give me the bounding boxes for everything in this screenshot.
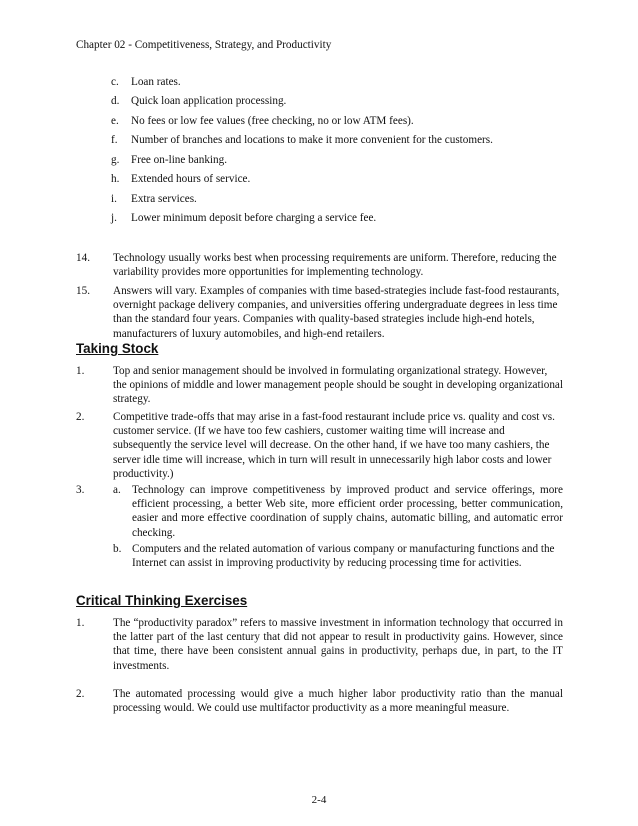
item-number: 3. — [76, 484, 85, 496]
list-text: Number of branches and locations to make it more convenient for the customers. — [131, 134, 493, 146]
list-text: Loan rates. — [131, 76, 181, 88]
item-text: Competitive trade-offs that may arise in a fast-food restaurant include price vs. quality and cost vs. customer service. (If we have too few cashiers, customer waiting time will increase and subsequently the service level will decrease. On the other hand, if we have too many cashiers, the server idle time will increase, which in turn will result in unnecessarily high labor costs and lower productivity.) — [113, 411, 555, 480]
item-number: 1. — [76, 617, 85, 629]
item-number: 2. — [76, 688, 85, 700]
list-text: Extra services. — [131, 193, 197, 205]
list-item — [111, 114, 571, 128]
page-number: 2-4 — [311, 794, 327, 806]
list-marker: e. — [111, 115, 119, 127]
item-text: Top and senior management should be involved in formulating organizational strategy. However, the opinions of middle and lower management people should be sought in developing organizational strategy. — [113, 365, 563, 406]
list-text: No fees or low fee values (free checking, no or low ATM fees). — [131, 115, 414, 127]
answer-text: Answers will vary. Examples of companies with time based-strategies include fast-food restaurants, overnight package delivery companies, and universities offering undergraduate degrees in less time than the standard four years. Companies with quality-based strategies include high-end hotels, manufacturers of luxury automobiles, and high-end retailers. — [113, 285, 560, 340]
taking-stock-item — [76, 364, 563, 407]
item-number: 1. — [76, 365, 85, 377]
critical-thinking-item — [76, 616, 563, 673]
list-marker: d. — [111, 95, 120, 107]
answer-item — [76, 284, 563, 341]
answer-text: Technology usually works best when processing requirements are uniform. Therefore, reducing the variability provides more opportunities for implementing technology. — [113, 252, 557, 279]
list-marker: c. — [111, 76, 119, 88]
list-item — [111, 75, 571, 89]
list-text: Free on-line banking. — [131, 154, 228, 166]
taking-stock-item — [76, 410, 563, 481]
sub-marker: b. — [113, 543, 122, 555]
taking-stock-heading: Taking Stock — [76, 341, 159, 356]
list-marker: j. — [111, 212, 117, 224]
answer-item — [76, 251, 563, 279]
list-item — [111, 192, 571, 206]
item-number: 2. — [76, 411, 85, 423]
list-marker: g. — [111, 154, 120, 166]
page-header: Chapter 02 - Competitiveness, Strategy, and Productivity — [76, 39, 332, 51]
sub-item — [113, 542, 563, 570]
item-text: The automated processing would give a much higher labor productivity ratio than the manual processing would. We could use multifactor productivity as a more meaningful measure. — [113, 688, 563, 715]
list-item — [111, 172, 571, 186]
list-marker: i. — [111, 193, 117, 205]
sub-text: Computers and the related automation of various company or manufacturing functions and the Internet can assist in improving productivity by reducing processing time for activities. — [132, 543, 555, 570]
critical-thinking-item — [76, 687, 563, 715]
list-item — [111, 133, 571, 147]
list-item — [111, 153, 571, 167]
list-marker: h. — [111, 173, 120, 185]
item-text: The “productivity paradox” refers to massive investment in information technology that occurred in the latter part of the last century that did not appear to result in productivity gains. However, since that time, there have been consistent annual gains in productivity, perhaps due, in part, to the IT investments. — [113, 617, 563, 672]
list-text: Extended hours of service. — [131, 173, 251, 185]
critical-thinking-heading: Critical Thinking Exercises — [76, 593, 248, 608]
answer-number: 15. — [76, 285, 90, 297]
sub-marker: a. — [113, 484, 121, 496]
sub-text: Technology can improve competitiveness by improved product and service offerings, more efficient processing, a better Web site, more efficient order processing, better communication, easier and more effective coordination of supply chains, automatic billing, and automatic error checking. — [132, 484, 563, 539]
list-text: Lower minimum deposit before charging a service fee. — [131, 212, 377, 224]
list-marker: f. — [111, 134, 118, 146]
list-text: Quick loan application processing. — [131, 95, 287, 107]
list-item — [111, 211, 571, 225]
answer-number: 14. — [76, 252, 90, 264]
list-item — [111, 94, 571, 108]
sub-item — [113, 483, 563, 540]
